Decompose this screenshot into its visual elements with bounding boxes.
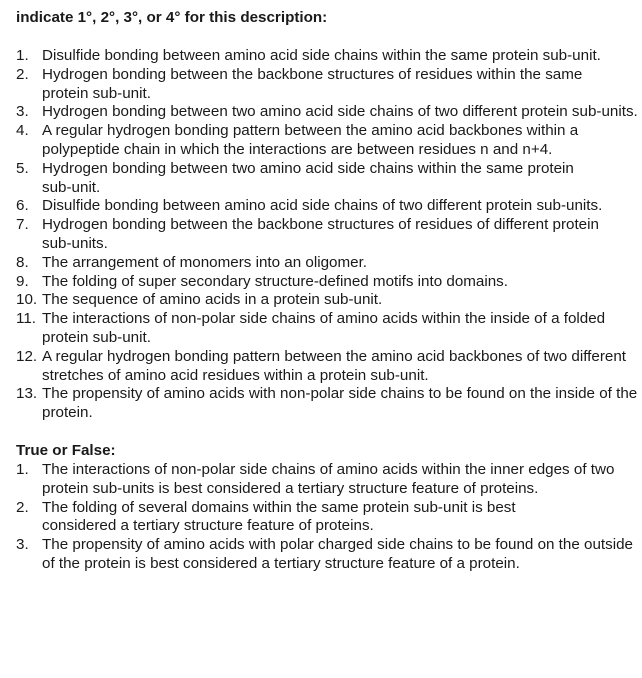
item-text: The interactions of non-polar side chains of amino acids within the inner edges of two protein sub-units is best considered a tertiary structure feature of proteins. (42, 460, 615, 497)
list-item (16, 197, 642, 216)
item-number: 9. (16, 272, 29, 290)
item-text: The propensity of amino acids with non-polar side chains to be found on the inside of the protein. (42, 385, 638, 422)
structure-level-question-list (16, 47, 642, 423)
list-item (16, 216, 622, 254)
item-number: 12. (16, 347, 38, 365)
item-text: Hydrogen bonding between the backbone structures of residues of different protein sub-units. (42, 216, 599, 252)
list-item (16, 348, 642, 386)
item-text: The sequence of amino acids in a protein sub-unit. (42, 291, 383, 309)
list-item (16, 461, 642, 499)
list-item (16, 122, 642, 160)
list-item (16, 273, 642, 292)
item-number: 1. (16, 47, 29, 64)
item-text: A regular hydrogen bonding pattern between the amino acid backbones within a polypeptide chain in which the interactions are between residues n and n+4. (42, 122, 579, 158)
item-text: A regular hydrogen bonding pattern between the amino acid backbones of two different stretches of amino acid residues within a protein sub-unit. (42, 347, 626, 384)
item-number: 5. (16, 159, 29, 177)
item-number: 1. (16, 460, 29, 478)
item-text: The propensity of amino acids with polar charged side chains to be found on the outside of the protein is best considered a tertiary structure feature of a protein. (42, 536, 633, 572)
list-item (16, 310, 640, 348)
list-item (16, 254, 642, 273)
list-item (16, 103, 642, 122)
list-item (16, 66, 612, 104)
item-text: Hydrogen bonding between the backbone structures of residues within the same protein sub-unit. (42, 65, 583, 102)
item-number: 8. (16, 253, 29, 271)
item-number: 3. (16, 536, 29, 554)
list-item (16, 160, 594, 198)
item-number: 11. (16, 310, 36, 328)
item-number: 2. (16, 65, 29, 83)
list-item (16, 291, 642, 310)
item-text: The folding of super secondary structure-defined motifs into domains. (42, 272, 508, 290)
list-item (16, 536, 642, 574)
section-heading-true-or-false: True or False: (16, 441, 116, 459)
item-number: 6. (16, 197, 29, 215)
item-text: The arrangement of monomers into an oligomer. (42, 253, 368, 271)
item-text: Hydrogen bonding between two amino acid side chains of two different protein sub-units. (42, 103, 638, 121)
item-number: 10. (16, 291, 38, 309)
true-false-question-list (16, 461, 642, 574)
item-number: 7. (16, 216, 29, 234)
list-item (16, 47, 640, 66)
item-text: Hydrogen bonding between two amino acid side chains within the same protein sub-unit. (42, 159, 574, 196)
item-number: 3. (16, 103, 29, 121)
item-text: The folding of several domains within the same protein sub-unit is best considered a tertiary structure feature of proteins. (42, 498, 516, 535)
section-heading-structure-level: indicate 1°, 2°, 3°, or 4° for this description: (16, 9, 328, 26)
item-number: 13. (16, 385, 38, 403)
spacer (16, 28, 642, 47)
item-number: 4. (16, 122, 29, 140)
list-item (16, 499, 587, 537)
item-number: 2. (16, 498, 29, 516)
item-text: The interactions of non-polar side chains of amino acids within the inside of a folded protein sub-unit. (42, 310, 606, 346)
list-item (16, 385, 642, 423)
item-text: Disulfide bonding between amino acid side chains of two different protein sub-units. (42, 197, 603, 215)
spacer (16, 423, 642, 442)
item-text: Disulfide bonding between amino acid side chains within the same protein sub-unit. (42, 47, 601, 64)
